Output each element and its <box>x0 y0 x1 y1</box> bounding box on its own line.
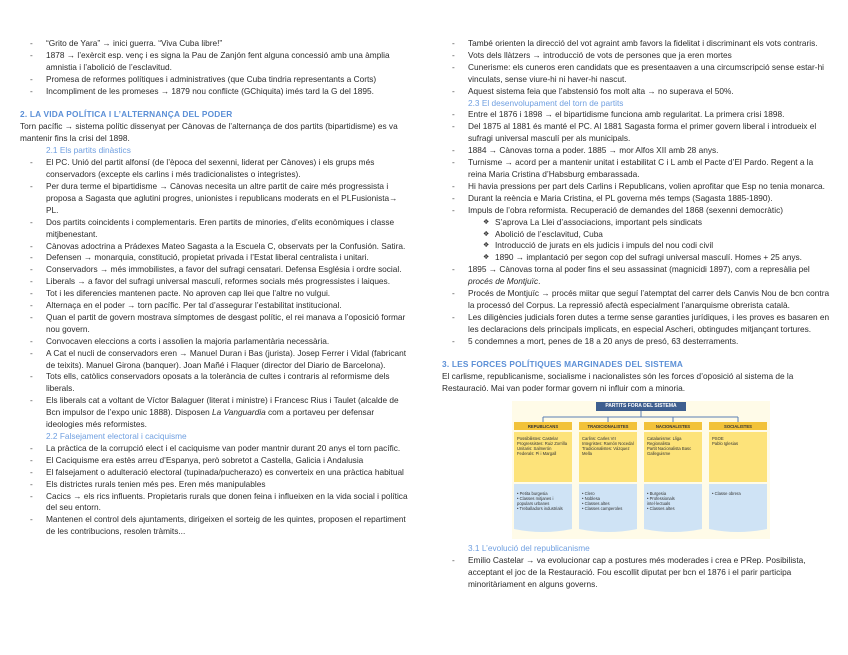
section-3-intro: El carlisme, republicanisme, socialisme i nacionalistes són les forces d’oposició al sistema de la Restauració. Mai van poder formar govern ni influir com a minoria. <box>442 371 794 394</box>
list-item: - Tots ells, catòlics conservadors oposats a la tolerància de cultes i contraris al reformisme dels liberals. <box>20 371 412 395</box>
list-item-text: com a portaveu per defensar ideologies més reformistes. <box>46 407 375 430</box>
list-item: - Hi havia pressions per part dels Carlins i Republicans, volien aprofitar que Esp no tenia monarca. <box>442 181 832 193</box>
list-item: - Impuls de l’obra reformista. Recuperació de demandes del 1868 (sexenni democràtic) <box>442 205 832 217</box>
list-item: - Procés de Montjuïc → procés miitar que seguí l’atemptat del carrer dels Canvis Nou de bcn contra la processó del Corpus. La repressió afectà especialment l’anarquisme obrerista català. <box>442 288 832 312</box>
subsection-2-1-list <box>20 157 412 431</box>
subsection-2-3-list <box>442 109 832 347</box>
section-2-title: 2. LA VIDA POLÍTICA I L’ALTERNANÇA DEL PODER <box>20 108 233 119</box>
list-item-text: Els liberals cat a voltant de Víctor Balaguer (literat i ministre) i Francesc Rius i Taulet (alcalde de Bcn impulsor de l’expo unic 1888). Disposen <box>46 395 399 418</box>
montjuic-name: procés de Montjuïc <box>468 276 539 287</box>
section-3-title: 3. LES FORCES POLÍTIQUES MARGINADES DEL SISTEMA <box>442 358 684 369</box>
subsection-3-1-list <box>442 555 832 591</box>
list-item: - Tot i les diferencies mantenen pacte. No aproven cap llei que l’altre no vulgui. <box>20 288 412 300</box>
column-leaders-socialistes: PSOE Pablo Iglesias <box>712 436 739 447</box>
list-item: - Incompliment de les promeses → 1879 nou conflicte (GChiquita) imés tard la G del 1895. <box>20 86 412 98</box>
column-support-socialistes: • Classe obrera <box>712 491 741 497</box>
list-item: - Quan el partit de govern mostrava símptomes de desgast polític, el rei manava a l’oposició formar nou govern. <box>20 312 412 336</box>
column-support-republicans: • Petita burgesia • Classes mitjanes i populars urbanes • Treballadors industrials <box>517 491 563 512</box>
list-item: - Cunerisme: els cuneros eren candidats que es presentaaven a una circumscripció sense estar-hi vinculats, sense viure-hi ni haver-hi nascut. <box>442 62 832 86</box>
subsection-2-1-title: 2.1 Els partits dinàstics <box>46 145 131 156</box>
list-item: - 1878 → l’exèrcit esp. venç i es signa la Pau de Zanjón fent alguna concessió amb una àmplia amnistia i l’abolició de l’esclavitud. <box>20 50 412 74</box>
list-item: - Conservadors → més immobilistes, a favor del sufragi censatari. Defensa Església i ordre social. <box>20 264 412 276</box>
list-item: - Les diligències judicials foren dutes a terme sense garanties jurídiques, i les proves es basaren en les declaracions dels principals implicats, en especial Ascheri, obtingudes mitjançant tortures. <box>442 312 832 336</box>
list-item: - La pràctica de la corrupció elect i el caciquisme van poder mantnir durant 20 anys el torn pacífic. <box>20 443 412 455</box>
list-item: - Els districtes rurals tenien més pes. Eren més manipulables <box>20 479 412 491</box>
list-item: - Entre el 1876 i 1898 → el bipartidisme funciona amb regularitat. La primera crisi 1898. <box>442 109 832 121</box>
list-item: - Alternaça en el poder → torn pacífic. Per tal d’assegurar l’estabilitat institucional. <box>20 300 412 312</box>
column-support-nacionalistes: • Burgesia • Professionals intel·lectuals • Classes altes <box>647 491 675 512</box>
column-support-tradicionalistes: • Clero • Noblesa • Classes altes • Classes camperoles <box>582 491 623 512</box>
column-leaders-republicans: Possibilistes: Castelar Progressistes: Ruiz Zorrilla Unitaris: Salmerón Federals: Pi i Margall <box>517 436 568 457</box>
list-item: - Mantenen el control dels ajuntaments, dirigeixen el sorteig de les quintes, proposen el repartiment de les contribucions, resolen tràmits... <box>20 514 412 538</box>
list-item: - Vots dels llàtzers → introducció de vots de persones que ja eren mortes <box>442 50 832 62</box>
list-item: - Convocaven eleccions a corts i assolien la majoria parlamentària necessària. <box>20 336 412 348</box>
column-leaders-tradicionalistes: Carlins: Carles VII Integristes: Ramón Nocedal Tradicionalistes: Vázquez Mella <box>582 436 634 457</box>
top-list <box>442 38 832 98</box>
sub-list-item: ❖ Introducció de jurats en els judicis i impuls del nou codi civil <box>442 240 832 252</box>
vanguardia-name: La Vanguardia <box>212 407 266 418</box>
sub-list-item: ❖ Abolició de l’esclavitud, Cuba <box>442 229 832 241</box>
list-item: - Cànovas adoctrina a Prádexes Mateo Sagasta a la Escuela C, observats per la Confusión. Satira. <box>20 241 412 253</box>
list-item: - A Cat el nucli de conservadors eren → Manuel Duran i Bas (jurista). Josep Ferrer i Vidal (fabricant de teixits). Manuel Girona (banquer). Joan Mañé i Flaquer (director del Diario de Barcelona). <box>20 348 412 372</box>
list-item: - 5 condemnes a mort, penes de 18 a 20 anys de presó, 63 desterraments. <box>442 336 832 348</box>
list-item: - Aquest sistema feia que l’abstensió fos molt alta → no superava el 50%. <box>442 86 832 98</box>
list-item: - Cacics → els rics influents. Propietaris rurals que donen feina i influeixen en la vida social i política del seu entorn. <box>20 491 412 515</box>
subsection-2-3-title: 2.3 El desenvolupament del torn de partits <box>468 97 624 108</box>
subsection-3-1-title: 3.1 L’evolució del republicanisme <box>468 543 590 554</box>
list-item: - Promesa de reformes polítiques i administratives (que Cuba tindria representants a Corts) <box>20 74 412 86</box>
list-item-text: . <box>538 276 541 287</box>
sub-list-item: ❖ S’aprova La Llei d’associacions, important pels sindicats <box>442 217 832 229</box>
partits-fora-sistema-diagram <box>512 401 770 539</box>
column-head-nacionalistes: NACIONALISTES <box>655 424 691 430</box>
list-item <box>20 395 412 431</box>
list-item-text: 1895 → Cànovas torna al poder fins el seu assassinat (magnicidi 1897), com a represàlia pel <box>468 264 810 275</box>
list-item: - El PC. Unió del partit alfonsí (de l’època del sexenni, liderat per Cànoves) i els grups més conservadors (excepte els carlins i més tradicionalistes o integristes). <box>20 157 412 181</box>
list-item: - Liberals → a favor del sufragi universal masculí, reformes socials més progressistes i laiques. <box>20 276 412 288</box>
column-head-socialistes: SOCIALISTES <box>724 424 752 430</box>
subsection-2-2-title: 2.2 Falsejament electoral i caciquisme <box>46 431 187 441</box>
subsection-2-2-list <box>20 443 412 538</box>
list-item: - Turnisme → acord per a mantenir unitat i estabilitat C i L amb el Pacte d’El Pardo. Regent a la reina Maria Cristina d’Habsburg embarassada. <box>442 157 832 181</box>
right-column <box>442 38 832 591</box>
column-head-tradicionalistes: TRADICIONALISTES <box>587 424 629 430</box>
list-item: - 1884 → Cànovas torna a poder. 1885 → mor Alfos XII amb 28 anys. <box>442 145 832 157</box>
list-item: - El falsejament o adulteració electoral (tupinada/pucherazo) es converteix en una pràctica habitual <box>20 467 412 479</box>
list-item: - Emilio Castelar → va evolucionar cap a postures més moderades i crea e PRep. Posibilista, acceptant el joc de la Restauració. Fou escollit diputat per bcn el 1876 i el parir participa minoritàriament en alguns governs. <box>442 555 832 591</box>
section-2-intro: Torn pacífic → sistema polític dissenyat per Cànovas de l’alternança de dos partits (bipartidisme) es va mantenir fins la crisi del 1898. <box>20 121 398 144</box>
list-item: - Defensen → monarquia, constitució, propietat privada i l’Estat liberal centralista i unitari. <box>20 252 412 264</box>
list-item: - També orienten la direcció del vot agraint amb favors la fidelitat i discriminant els vots contraris. <box>442 38 832 50</box>
list-item: - Dos partits coincidents i complementaris. Eren partits de minories, d’elits econòmiques i classe mitjbenestant. <box>20 217 412 241</box>
column-head-republicans: REPUBLICANS <box>527 424 559 430</box>
sub-list-item: ❖ 1890 → implantació per segon cop del sufragi universal masculí. Homes + 25 anys. <box>442 252 832 264</box>
list-item: - Del 1875 al 1881 és manté el PC. Al 1881 Sagasta forma el primer govern liberal i introdueix el sufragi universal masculí per als municipals. <box>442 121 832 145</box>
list-item: - “Grito de Yara” → inici guerra. “Viva Cuba libre!” <box>20 38 412 50</box>
list-item: - El Caciquisme era estès arreu d’Espanya, però sobretot a Castella, Galicia i Andalusia <box>20 455 412 467</box>
list-item: - Durant la reència e Maria Cristina, el PL governa més temps (Sagasta 1885-1890). <box>442 193 832 205</box>
column-leaders-nacionalistes: Catalanisme: Lliga Regionalista Partit Nacionalista Basc Galleguisme <box>647 436 692 457</box>
list-item: - Per dura terme el bipartidisme → Cànovas necesita un altre partit de caire més progressista i proposa a Sagasta que aglutini progres, unionistes i republicans moderats en el PLFusionista→ PL. <box>20 181 412 217</box>
diagram-header: PARTITS FORA DEL SISTEMA <box>596 402 686 411</box>
left-column <box>20 38 412 538</box>
intro-list <box>20 38 412 98</box>
list-item <box>442 264 832 288</box>
